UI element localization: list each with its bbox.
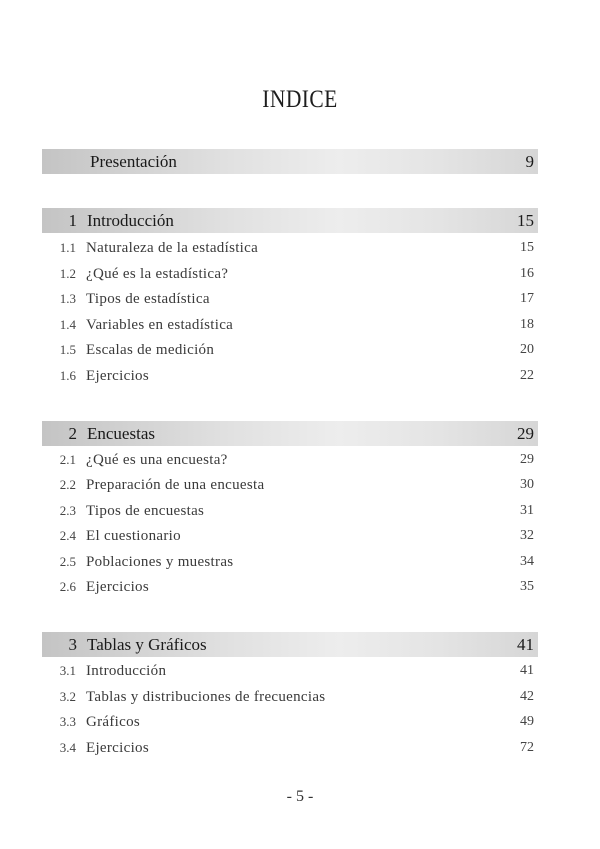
section-title: ¿Qué es una encuesta? <box>86 451 228 468</box>
chapter-title: Encuestas <box>87 423 155 443</box>
section-number: 2.2 <box>59 477 76 492</box>
section-number: 1.2 <box>59 266 76 281</box>
section-number: 1.1 <box>59 240 76 255</box>
chapter-number: 1 <box>68 210 77 230</box>
section-page: 72 <box>520 740 534 755</box>
chapter-page: 29 <box>517 423 534 443</box>
section-page: 18 <box>520 317 534 332</box>
toc-section-2-2[interactable] <box>42 474 538 496</box>
section-title: Ejercicios <box>86 578 149 595</box>
toc-section-1-4[interactable] <box>42 314 538 336</box>
section-page: 20 <box>520 342 534 357</box>
section-page: 34 <box>520 554 534 569</box>
section-number: 3.1 <box>59 663 76 678</box>
section-title: Preparación de una encuesta <box>86 476 265 493</box>
section-page: 29 <box>520 452 534 467</box>
section-title: Ejercicios <box>86 739 149 756</box>
section-page: 31 <box>520 503 534 518</box>
section-page: 41 <box>520 663 534 678</box>
section-title: Escalas de medición <box>86 341 215 358</box>
toc-section-1-5[interactable] <box>42 339 538 361</box>
toc-chapter-1[interactable] <box>42 208 538 233</box>
toc-section-2-4[interactable] <box>42 525 538 547</box>
page-number-footer: - 5 - <box>286 788 314 805</box>
section-title: ¿Qué es la estadística? <box>86 265 229 282</box>
chapter-page: 15 <box>517 210 534 230</box>
section-number: 1.3 <box>59 291 76 306</box>
toc-section-2-3[interactable] <box>42 500 538 522</box>
toc-section-3-3[interactable] <box>42 711 538 733</box>
toc-section-1-2[interactable] <box>42 263 538 285</box>
toc-section-2-5[interactable] <box>42 551 538 573</box>
toc-section-3-4[interactable] <box>42 737 538 759</box>
section-number: 1.4 <box>59 317 76 332</box>
section-number: 2.3 <box>59 503 76 518</box>
section-number: 3.2 <box>59 689 76 704</box>
section-number: 2.5 <box>59 554 76 569</box>
chapter-title: Introducción <box>87 210 174 230</box>
toc-entry-title: Presentación <box>90 151 177 171</box>
section-title: Poblaciones y muestras <box>86 553 234 570</box>
section-number: 3.4 <box>59 740 76 755</box>
section-number: 2.6 <box>59 579 76 594</box>
toc-section-3-1[interactable] <box>42 660 538 682</box>
section-number: 2.4 <box>59 528 76 543</box>
toc-section-1-6[interactable] <box>42 365 538 387</box>
chapter-title: Tablas y Gráficos <box>87 634 207 654</box>
chapter-number: 3 <box>68 634 77 654</box>
page-title: INDICE <box>262 86 338 113</box>
toc-section-1-3[interactable] <box>42 288 538 310</box>
section-page: 42 <box>520 689 534 704</box>
section-number: 1.5 <box>59 342 76 357</box>
section-title: Naturaleza de la estadística <box>86 239 259 256</box>
toc-entry-page: 9 <box>525 151 534 171</box>
section-page: 17 <box>520 291 534 306</box>
toc-section-3-2[interactable] <box>42 686 538 708</box>
section-title: Gráficos <box>86 713 141 730</box>
section-page: 35 <box>520 579 534 594</box>
toc-section-1-1[interactable] <box>42 237 538 259</box>
section-number: 2.1 <box>59 452 76 467</box>
section-number: 3.3 <box>59 714 76 729</box>
section-page: 30 <box>520 477 534 492</box>
section-page: 32 <box>520 528 534 543</box>
section-page: 22 <box>520 368 534 383</box>
toc-section-2-6[interactable] <box>42 576 538 598</box>
section-number: 1.6 <box>59 368 76 383</box>
section-page: 15 <box>520 240 534 255</box>
section-title: Ejercicios <box>86 367 149 384</box>
toc-chapter-2[interactable] <box>42 421 538 446</box>
toc-entry-presentation[interactable] <box>42 149 538 174</box>
section-title: Tipos de encuestas <box>86 502 205 519</box>
toc-chapter-3[interactable] <box>42 632 538 657</box>
section-title: Tipos de estadística <box>86 290 210 307</box>
toc-section-2-1[interactable] <box>42 449 538 471</box>
section-title: Tablas y distribuciones de frecuencias <box>86 688 326 705</box>
chapter-page: 41 <box>517 634 534 654</box>
section-title: El cuestionario <box>86 527 181 544</box>
section-page: 16 <box>520 266 534 281</box>
section-title: Variables en estadística <box>86 316 234 333</box>
section-page: 49 <box>520 714 534 729</box>
section-title: Introducción <box>86 662 167 679</box>
chapter-number: 2 <box>68 423 77 443</box>
